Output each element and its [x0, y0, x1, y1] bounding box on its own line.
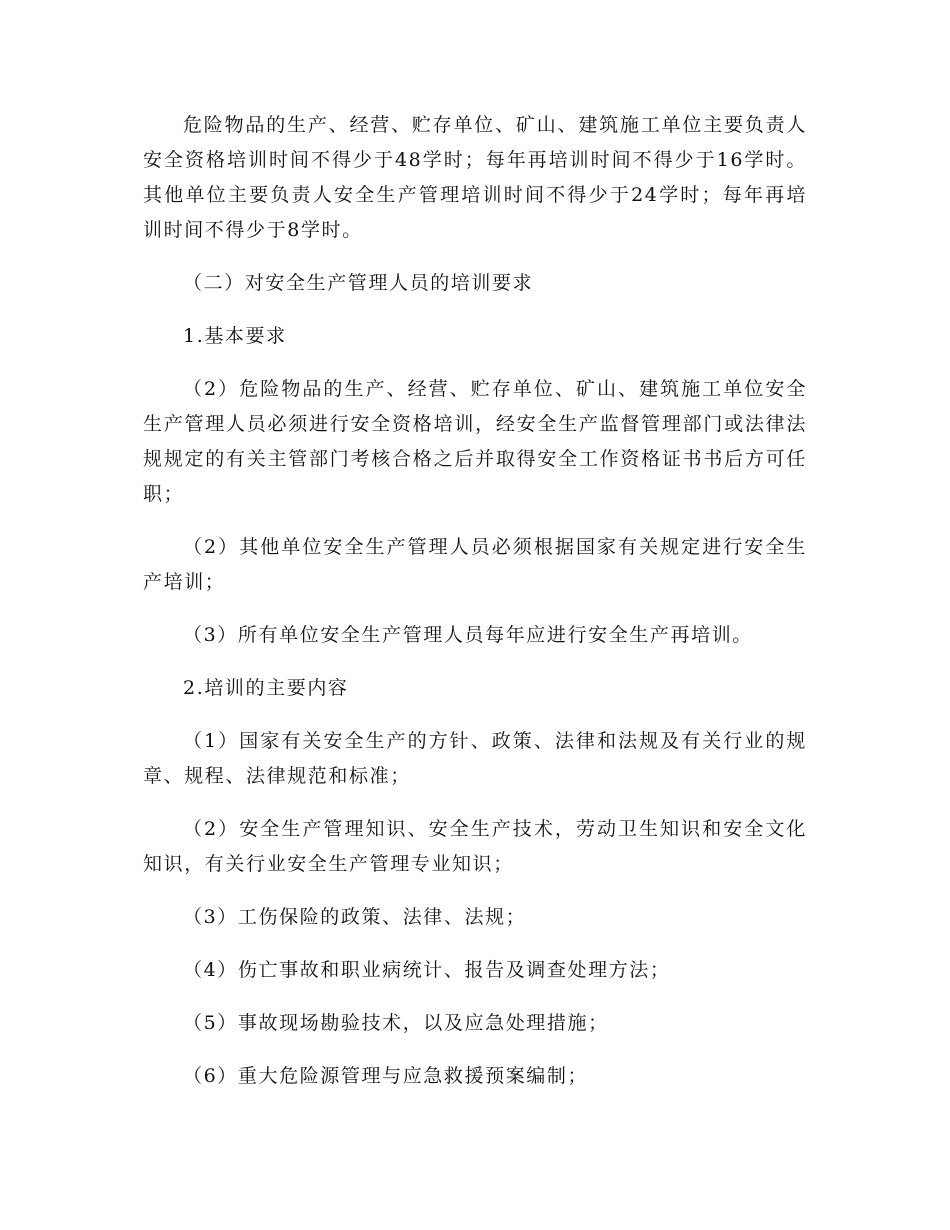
list-item-content-3: （3）工伤保险的政策、法律、法规；: [183, 906, 527, 928]
document-body: [143, 108, 807, 1112]
subheading-basic-requirements: 1.基本要求: [183, 325, 287, 347]
list-item-requirement-1: （2）危险物品的生产、经营、贮存单位、矿山、建筑施工单位安全生产管理人员必须进行安全资格培训，经安全生产监督管理部门或法律法规规定的有关主管部门考核合格之后并取得安全工作资格证书书后方可任职；: [143, 378, 807, 505]
list-item-requirement-2: （2）其他单位安全生产管理人员必须根据国家有关规定进行安全生产培训；: [143, 536, 807, 593]
subheading-main-content: 2.培训的主要内容: [183, 677, 349, 699]
list-item-content-1: （1）国家有关安全生产的方针、政策、法律和法规及有关行业的规章、规程、法律规范和标准；: [143, 730, 807, 787]
paragraph-training-hours: 危险物品的生产、经营、贮存单位、矿山、建筑施工单位主要负责人安全资格培训时间不得少于48学时；每年再培训时间不得少于16学时。其他单位主要负责人安全生产管理培训时间不得少于24学时；每年再培训时间不得少于8学时。: [143, 114, 807, 241]
list-item-content-6: （6）重大危险源管理与应急救援预案编制；: [183, 1065, 589, 1087]
list-item-requirement-3: （3）所有单位安全生产管理人员每年应进行安全生产再培训。: [183, 624, 753, 646]
list-item-content-5: （5）事故现场勘验技术，以及应急处理措施；: [183, 1012, 609, 1034]
list-item-content-2: （2）安全生产管理知识、安全生产技术，劳动卫生知识和安全文化知识，有关行业安全生产管理专业知识；: [143, 818, 807, 875]
section-heading-safety-managers: （二）对安全生产管理人员的培训要求: [183, 272, 534, 294]
list-item-content-4: （4）伤亡事故和职业病统计、报告及调查处理方法；: [183, 959, 671, 981]
